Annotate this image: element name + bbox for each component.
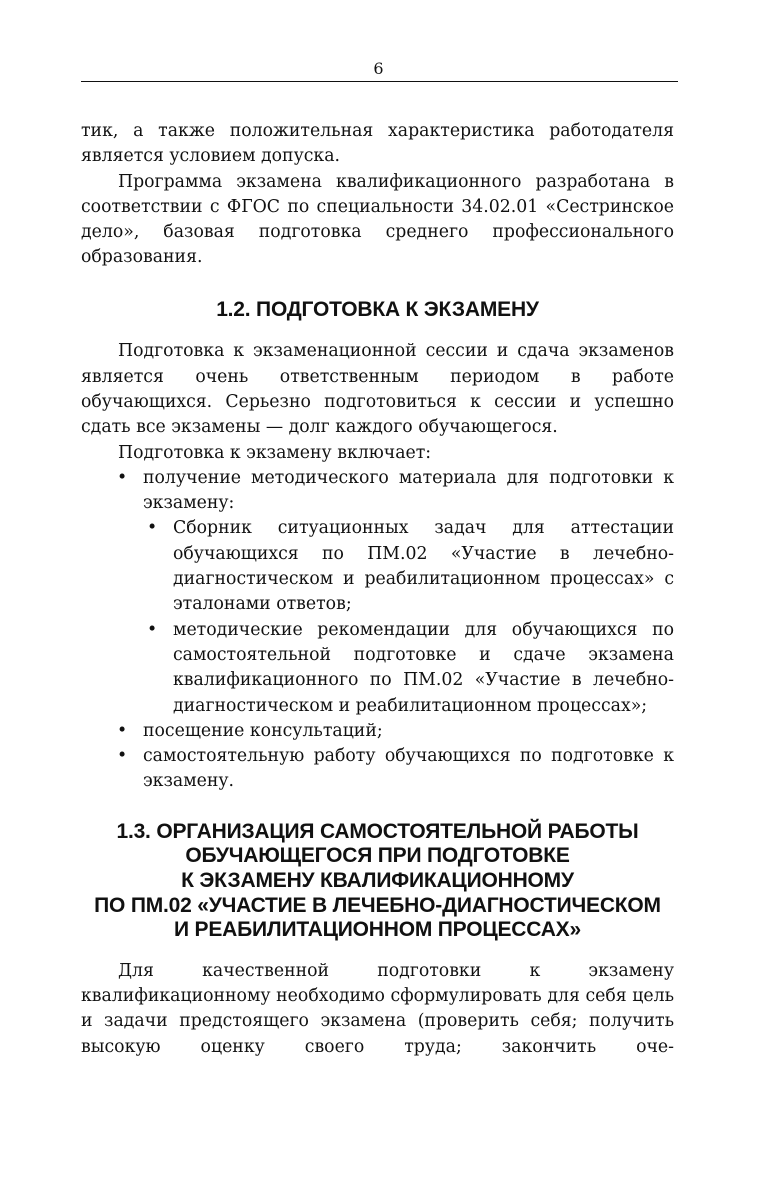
section-1-2-heading: 1.2. ПОДГОТОВКА К ЭКЗАМЕНУ [216, 297, 539, 321]
intro-paragraph-2: Программа экзамена квалификационного разработана в соответствии с ФГОС по специальности 34.02.01 «Сестринское дело», базовая подготовка среднего профессионального образования. [81, 171, 674, 268]
bullet-icon: • [117, 467, 128, 488]
list-item [111, 516, 674, 617]
list-intro: Подготовка к экзамену включает: [118, 442, 432, 463]
bullet-icon: • [147, 518, 158, 539]
section-1-3-paragraph: Для качественной подготовки к экзамену квалификационному необходимо сформулировать для себя цель и задачи предстоящего экзамена (проверить себя; получить высокую оценку своего труда; закончить оче- [81, 960, 674, 1057]
list-item-text: методические рекомендации для обучающихся по самостоятельной подготовке и сдаче экзамена квалификационного по ПМ.02 «Участие в лечебно-диагностическом и реабилитационном процессах»; [173, 619, 674, 716]
bullet-icon: • [117, 746, 128, 767]
bullet-icon: • [117, 720, 128, 741]
materials-sublist [111, 516, 674, 718]
heading-line: 1.3. ОРГАНИЗАЦИЯ САМОСТОЯТЕЛЬНОЙ РАБОТЫ [116, 819, 639, 843]
list-item [81, 719, 674, 744]
list-item [81, 744, 674, 795]
section-1-2-paragraph: Подготовка к экзаменационной сессии и сдача экзаменов является очень ответственным периодом в работе обучающихся. Серьезно подготовиться к сессии и успешно сдать все экзамены — долг каждого обучающегося. [81, 341, 674, 438]
heading-line: ПО ПМ.02 «УЧАСТИЕ В ЛЕЧЕБНО-ДИАГНОСТИЧЕСКОМ [94, 893, 661, 917]
list-item-text: посещение консультаций; [143, 720, 383, 741]
preparation-list [81, 466, 674, 795]
list-item [81, 466, 674, 719]
heading-line: ОБУЧАЮЩЕГОСЯ ПРИ ПОДГОТОВКЕ [185, 844, 570, 868]
header-rule [81, 81, 678, 82]
list-item-text: Сборник ситуационных задач для аттестации обучающихся по ПМ.02 «Участие в лечебно-диагностическом и реабилитационном процессах» с эталонами ответов; [173, 518, 674, 615]
intro-paragraph-1: тик, а также положительная характеристика работодателя является условием допуска. [81, 121, 674, 167]
list-item-text: получение методического материала для подготовки к экзамену: [143, 467, 674, 514]
heading-line: И РЕАБИЛИТАЦИОННОМ ПРОЦЕССАХ» [174, 918, 581, 942]
list-item [111, 618, 674, 719]
heading-line: К ЭКЗАМЕНУ КВАЛИФИКАЦИОННОМУ [181, 868, 574, 892]
bullet-icon: • [147, 619, 158, 640]
page-number: 6 [373, 59, 384, 78]
section-1-3-heading [81, 820, 674, 943]
list-item-text: самостоятельную работу обучающихся по подготовке к экзамену. [143, 746, 674, 792]
page-body [81, 119, 674, 1060]
